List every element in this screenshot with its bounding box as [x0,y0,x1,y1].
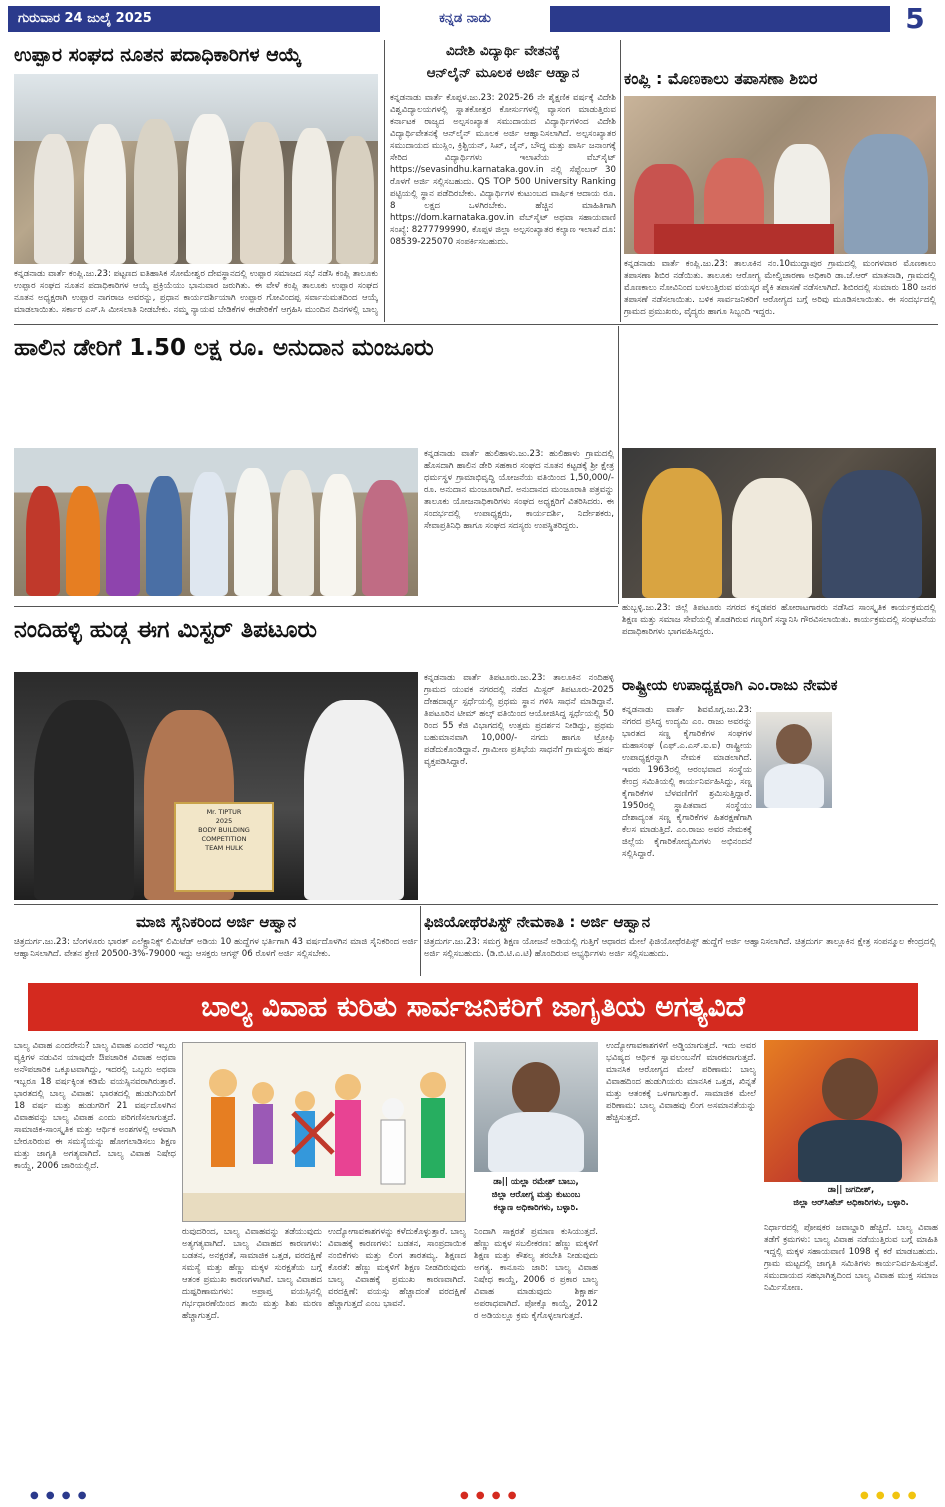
trophy-team: TEAM HULK [205,844,243,852]
photo-person [234,468,272,596]
column-divider [420,906,421,976]
story1-body: ಕನ್ನಡನಾಡು ವಾರ್ತೆ ಕಂಪ್ಲಿ.ಜು.23: ಪಟ್ಟಣದ ಐತಿಹಾಸಿಕ ಸೋಮೇಶ್ವರ ದೇವಸ್ಥಾನದಲ್ಲಿ ಉಪ್ಪಾರ ಸಮಾಜದ ಸಭೆ ನಡೆಸಿ ಕಂಪ್ಲಿ ತಾಲೂಕು ಉಪ್ಪಾರ ಸಂಘದ ನೂತನ ಪದಾಧಿಕಾರಿಗಳ ಆಯ್ಕೆ ಪ್ರಕ್ರಿಯೆಯು ಭಾನುವಾರ ಜರುಗಿತು. ಈ ವೇಳೆ ಕಂಪ್ಲಿ ತಾಲೂಕು ಉಪ್ಪಾರ ಸಂಘದ ನೂತನ ಅಧ್ಯಕ್ಷರಾಗಿ ಉಪ್ಪಾರ ನಾಗರಾಜ ಅವರನ್ನು, ಪ್ರಧಾನ ಕಾರ್ಯದರ್ಶಿಯಾಗಿ ಉಪ್ಪಾರ ಗೋವಿಂದಪ್ಪ ಸರ್ವಾನುಮತದಿಂದ ಆಯ್ಕೆ ಮಾಡಲಾಯಿತು. ಸರ್ಕಾರ ಎಸ್.ಸಿ ಮೀಸಲಾತಿ ನೀಡಬೇಕು. ನಮ್ಮ ನ್ಯಾಯವ ಬೇಡಿಕೆಗಳ ಈಡೇರಿಕೆಗೆ ಆಗ್ರಹಿಸಿ ಮುಂದಿನ ದಿನಗಳಲ್ಲಿ ಬಾಲ್ಯ [14,269,378,315]
masthead-right-bar [550,6,890,32]
story7-portrait [756,712,832,808]
officer1-title-line2: ಕಲ್ಯಾಣ ಅಧಿಕಾರಿಗಳು, ಬಳ್ಳಾರಿ. [493,1203,579,1213]
officer2-caption [764,1184,938,1216]
column-divider [384,40,385,322]
photo-table [654,224,834,254]
story9-headline: ಫಿಜಿಯೋಥೆರಪಿಸ್ಟ್ ನೇಮಕಾತಿ : ಅರ್ಜಿ ಆಹ್ವಾನ [424,913,651,931]
trophy-title: Mr. TIPTUR [206,808,242,816]
photo-person [106,484,140,596]
story3-body: ಕನ್ನಡನಾಡು ವಾರ್ತೆ ಕಂಪ್ಲಿ.ಜು.23: ತಾಲೂಕಿನ ನಂ.10ಮುದ್ದಾಪುರ ಗ್ರಾಮದಲ್ಲಿ ಮಂಗಳವಾರ ಮೊಣಕಾಲು ತಪಾಸಣಾ ಶಿಬಿರ ನಡೆಯಿತು. ತಾಲೂಕು ಆರೋಗ್ಯ ಮೇಲ್ವಿಚಾರಣಾ ಅಧಿಕಾರಿ ಡಾ.ಜೆ.ಆರ್ ಮಾತನಾಡಿ, ಗ್ರಾಮದಲ್ಲಿ ಮೊಣಕಾಲು ನೋವಿನಿಂದ ಬಳಲುತ್ತಿರುವ ವಯಸ್ಕರ ಪೈಕಿ ತಪಾಸಣೆ ನಡೆಸಲಾಗಿದೆ. ಶಿಬಿರದಲ್ಲಿ ಸುಮಾರು 180 ಜನರ ತಪಾಸಣೆ ನಡೆಸಲಾಯಿತು. ಬಳಿಕ ಸಾರ್ವಜನಿಕರಿಗೆ ಆರೋಗ್ಯದ ಬಗ್ಗೆ ಅರಿವು ಮೂಡಿಸಲಾಯಿತು. ಈ ಸಂದರ್ಭದಲ್ಲಿ ಗ್ರಾಮದ ಪ್ರಮುಖರು, ವೈದ್ಯರು ಹಾಗೂ ಸಿಬ್ಬಂದಿ ಇದ್ದರು. [624,259,936,317]
child-marriage-cartoon [182,1042,466,1222]
row-divider [14,606,618,607]
photo-person [844,134,928,254]
portrait-face [776,724,812,764]
photo-person [304,700,404,900]
feature-col-lower5: ನಿರ್ಧಾರದಲ್ಲಿ ಪೋಷಕರ ಜವಾಬ್ದಾರಿ ಹೆಚ್ಚಿದೆ. ಬಾಲ್ಯ ವಿವಾಹ ತಡೆಗೆ ಕ್ರಮಗಳು: ಬಾಲ್ಯ ವಿವಾಹ ನಡೆಯುತ್ತಿರುವ ಬಗ್ಗೆ ಮಾಹಿತಿ ಇದ್ದಲ್ಲಿ ಮಕ್ಕಳ ಸಹಾಯವಾಣಿ 1098 ಕ್ಕೆ ಕರೆ ಮಾಡಬಹುದು. ಗ್ರಾಮ ಮಟ್ಟದಲ್ಲಿ ಜಾಗೃತಿ ಸಮಿತಿಗಳು ಕಾರ್ಯನಿರ್ವಹಿಸುತ್ತವೆ. ಸಮುದಾಯದ ಸಹಭಾಗಿತ್ವದಿಂದ ಬಾಲ್ಯ ವಿವಾಹ ಮುಕ್ತ ಸಮಾಜ ನಿರ್ಮಿಸೋಣ. [764,1223,938,1293]
row-divider [14,324,938,325]
photo-person [26,486,60,596]
photo-person [320,474,356,596]
paper-name: ಕನ್ನಡ ನಾಡು [439,11,491,26]
officer2-name: ಡಾ|| ಜಗದೀಶ್, [827,1185,875,1195]
story6-headline: ನಂದಿಹಳ್ಳಿ ಹುಡ್ಗ ಈಗ ಮಿಸ್ಟರ್ ತಿಪಟೂರು [14,617,317,643]
story5-caption: ಹುಬ್ಬಳ್ಳಿ.ಜು.23: ಜಿಲ್ಲೆ ತಿಪಟೂರು ನಗರದ ಕನ್ನಡಪರ ಹೋರಾಟಗಾರರು ನಡೆಸಿದ ಸಾಂಸ್ಕೃತಿಕ ಕಾರ್ಯಕ್ರಮದಲ್ಲಿ ಶಿಕ್ಷಣ ಮತ್ತು ಸಮಾಜ ಸೇವೆಯಲ್ಲಿ ತೊಡಗಿರುವ ಗಣ್ಯರಿಗೆ ಸನ್ಮಾನಿಸಿ ಗೌರವಿಸಲಾಯಿತು. ಕಾರ್ಯಕ್ರಮದಲ್ಲಿ ಸಂಘಟನೆಯ ಪದಾಧಿಕಾರಿಗಳು ಭಾಗವಹಿಸಿದ್ದರು. [622,603,936,637]
photo-person [146,476,182,596]
feature-col-lower3: ಉದ್ಯೋಗಾವಕಾಶಗಳನ್ನು ಕಳೆದುಕೊಳ್ಳುತ್ತಾರೆ. ಬಾಲ್ಯ ವಿವಾಹಕ್ಕೆ ಕಾರಣಗಳು: ಬಡತನ, ಸಾಂಪ್ರದಾಯಿಕ ನಂಬಿಕೆಗಳು ಮತ್ತು ಲಿಂಗ ತಾರತಮ್ಯ. ಶಿಕ್ಷಣದ ಕೊರತೆ: ಹೆಣ್ಣು ಮಕ್ಕಳಿಗೆ ಶಿಕ್ಷಣ ನೀಡದಿರುವುದು ಬಾಲ್ಯ ವಿವಾಹಕ್ಕೆ ಪ್ರಮುಖ ಕಾರಣವಾಗಿದೆ. ವರದಕ್ಷಿಣೆ: ವಯಸ್ಸು ಹೆಚ್ಚಾದಂತೆ ವರದಕ್ಷಿಣೆ ಹೆಚ್ಚಾಗುತ್ತದೆ ಎಂಬ ಭಾವನೆ. [328,1227,466,1309]
photo-person [292,128,332,264]
registration-marks-center: ● ● ● ● [460,1490,519,1501]
column-divider [618,326,619,604]
photo-person [34,134,74,264]
feature-col4: ಉದ್ಯೋಗಾವಕಾಶಗಳಿಗೆ ಅಡ್ಡಿಯಾಗುತ್ತದೆ. ಇದು ಅವರ ಭವಿಷ್ಯದ ಆರ್ಥಿಕ ಸ್ವಾವಲಂಬನೆಗೆ ಮಾರಕವಾಗುತ್ತದೆ. ಮಾನಸಿಕ ಆರೋಗ್ಯದ ಮೇಲೆ ಪರಿಣಾಮ: ಬಾಲ್ಯ ವಿವಾಹದಿಂದ ಹುಡುಗಿಯರು ಮಾನಸಿಕ ಒತ್ತಡ, ಖಿನ್ನತೆ ಮತ್ತು ಆತಂಕಕ್ಕೆ ಒಳಗಾಗುತ್ತಾರೆ. ಸಾಮಾಜಿಕ ಮೇಲೆ ಪರಿಣಾಮ: ಬಾಲ್ಯ ವಿವಾಹವು ಲಿಂಗ ಅಸಮಾನತೆಯನ್ನು ಹೆಚ್ಚಿಸುತ್ತದೆ. [606,1041,756,1123]
portrait-shirt [488,1112,584,1172]
registration-marks-right: ● ● ● ● [860,1490,919,1501]
story8-body: ಚಿತ್ರದುರ್ಗ.ಜು.23: ಬೆಂಗಳೂರು ಭಾರತ್ ಎಲೆಕ್ಟ್ರಾನಿಕ್ಸ್ ಲಿಮಿಟೆಡ್ ಅಡಿಯ 10 ಹುದ್ದೆಗಳ ಭರ್ತಿಗಾಗಿ 43 ವರ್ಷದೊಳಗಿನ ಮಾಜಿ ಸೈನಿಕರಿಂದ ಅರ್ಜಿ ಆಹ್ವಾನಿಸಲಾಗಿದೆ. ವೇತನ ಶ್ರೇಣಿ 20500-3%-79000 ಇದ್ದು ಆಸಕ್ತರು ಆಗಸ್ಟ್ 06 ರೊಳಗೆ ಅರ್ಜಿ ಸಲ್ಲಿಸಬೇಕು. [14,937,418,959]
photo-person [642,468,722,598]
officer1-portrait [474,1042,598,1172]
story3-headline: ಕಂಪ್ಲಿ : ಮೊಣಕಾಲು ತಪಾಸಣಾ ಶಿಬಿರ [624,69,818,88]
story2-headline-line1: ವಿದೇಶಿ ವಿದ್ಯಾರ್ಥಿ ವೇತನಕ್ಕೆ [445,43,561,59]
portrait-face [512,1062,560,1116]
photo-person [278,470,314,596]
feature-col-lower4b [606,1226,756,1484]
story2-headline-line2: ಆನ್‌ಲೈನ್ ಮೂಲಕ ಅರ್ಜಿ ಆಹ್ವಾನ [426,65,580,81]
feature-col-lower2: ರುವುದರಿಂದ, ಬಾಲ್ಯ ವಿವಾಹವನ್ನು ತಡೆಯುವುದು ಅತ್ಯಗತ್ಯವಾಗಿದೆ. ಬಾಲ್ಯ ವಿವಾಹದ ಕಾರಣಗಳು: ಬಡತನ, ಅನಕ್ಷರತೆ, ಸಾಮಾಜಿಕ ಒತ್ತಡ, ವರದಕ್ಷಿಣೆ ಸಮಸ್ಯೆ ಮತ್ತು ಹೆಣ್ಣು ಮಕ್ಕಳ ಸುರಕ್ಷತೆಯ ಬಗ್ಗೆ ಆತಂಕ ಪ್ರಮುಖ ಕಾರಣಗಳಾಗಿವೆ. ಬಾಲ್ಯ ವಿವಾಹದ ದುಷ್ಪರಿಣಾಮಗಳು: ಅಪ್ರಾಪ್ತ ವಯಸ್ಸಿನಲ್ಲಿ ಗರ್ಭಧಾರಣೆಯಿಂದ ತಾಯಿ ಮತ್ತು ಶಿಶು ಮರಣ ಹೆಚ್ಚಾಗುತ್ತದೆ. [182,1227,322,1321]
trophy-plaque [174,802,274,892]
photo-person [34,700,134,900]
photo-person [66,486,100,596]
portrait-shirt [764,764,824,808]
photo-person [84,124,126,264]
story1-photo [14,74,378,264]
cartoon-illustration [183,1043,466,1222]
story4-body: ಕನ್ನಡನಾಡು ವಾರ್ತೆ ಹುಲಿಹಾಳು.ಜು.23: ಹುಲಿಹಾಳು ಗ್ರಾಮದಲ್ಲಿ ಹೊಸದಾಗಿ ಹಾಲಿನ ಡೇರಿ ಸಹಕಾರ ಸಂಘದ ನೂತನ ಕಟ್ಟಡಕ್ಕೆ ಶ್ರೀ ಕ್ಷೇತ್ರ ಧರ್ಮಸ್ಥಳ ಗ್ರಾಮಾಭಿವೃದ್ಧಿ ಯೋಜನೆಯ ವತಿಯಿಂದ 1,50,000/- ರೂ. ಅನುದಾನ ಮಂಜೂರಾಗಿದೆ. ಅನುದಾನದ ಮಂಜೂರಾತಿ ಪತ್ರವನ್ನು ತಾಲೂಕು ಯೋಜನಾಧಿಕಾರಿಗಳು ಸಂಘದ ಅಧ್ಯಕ್ಷರಿಗೆ ವಿತರಿಸಿದರು. ಈ ಸಂದರ್ಭದಲ್ಲಿ ಉಪಾಧ್ಯಕ್ಷರು, ಕಾರ್ಯದರ್ಶಿ, ನಿರ್ದೇಶಕರು, ಸೇವಾಪ್ರತಿನಿಧಿ ಹಾಗೂ ಸಂಘದ ಸದಸ್ಯರು ಉಪಸ್ಥಿತರಿದ್ದರು. [424,449,614,531]
story4-headline: ಹಾಲಿನ ಡೇರಿಗೆ 1.50 ಲಕ್ಷ ರೂ. ಅನುದಾನ ಮಂಜೂರು [14,335,434,361]
feature-banner: ಬಾಲ್ಯ ವಿವಾಹ ಕುರಿತು ಸಾರ್ವಜನಿಕರಿಗೆ ಜಾಗೃತಿಯ ಅಗತ್ಯವಿದೆ [28,983,918,1031]
masthead [0,0,945,38]
story7-body-cont [838,704,936,900]
officer2-portrait [764,1040,938,1182]
story4-photo [14,448,418,596]
photo-person [362,480,408,596]
story6-body: ಕನ್ನಡನಾಡು ವಾರ್ತೆ ತಿಪಟೂರು.ಜು.23: ತಾಲೂಕಿನ ನಂದಿಹಳ್ಳಿ ಗ್ರಾಮದ ಯುವಕ ನಗರದಲ್ಲಿ ನಡೆದ ಮಿಸ್ಟರ್ ತಿಪಟೂರು-2025 ದೇಹದಾರ್ಢ್ಯ ಸ್ಪರ್ಧೆಯಲ್ಲಿ ಪ್ರಥಮ ಸ್ಥಾನ ಗಳಿಸಿ ಸಾಧನೆ ಮಾಡಿದ್ದಾನೆ. ತಿಪಟೂರಿನ ಟೀಮ್ ಹಲ್ಕ್ ವತಿಯಿಂದ ಆಯೋಜಿಸಿದ್ದ ಸ್ಪರ್ಧೆಯಲ್ಲಿ 50 ರಿಂದ 55 ಕೆಜಿ ವಿಭಾಗದಲ್ಲಿ ಉತ್ತಮ ಪ್ರದರ್ಶನ ನೀಡಿದ್ದು, ಪ್ರಥಮ ಬಹುಮಾನವಾಗಿ 10,000/- ನಗದು ಹಾಗೂ ಟ್ರೋಫಿ ಪಡೆದುಕೊಂಡಿದ್ದಾನೆ. ಗ್ರಾಮೀಣ ಪ್ರತಿಭೆಯ ಸಾಧನೆಗೆ ಗ್ರಾಮಸ್ಥರು ಹರ್ಷ ವ್ಯಕ್ತಪಡಿಸಿದ್ದಾರೆ. [424,673,614,767]
page-number: 5 [905,2,925,35]
photo-person [336,136,374,264]
story1-body-col [14,268,190,324]
feature-col1: ಬಾಲ್ಯ ವಿವಾಹ ಎಂದರೇನು? ಬಾಲ್ಯ ವಿವಾಹ ಎಂದರೆ ಇಬ್ಬರು ವ್ಯಕ್ತಿಗಳ ನಡುವಿನ ಯಾವುದೇ ಔಪಚಾರಿಕ ವಿವಾಹ ಅಥವಾ ಅನೌಪಚಾರಿಕ ಒಕ್ಕೂಟವಾಗಿದ್ದು, ಇದರಲ್ಲಿ ಒಬ್ಬರು ಅಥವಾ ಇಬ್ಬರೂ 18 ವರ್ಷಕ್ಕಿಂತ ಕಡಿಮೆ ವಯಸ್ಸಿನವರಾಗಿರುತ್ತಾರೆ. ಭಾರತದಲ್ಲಿ ಬಾಲ್ಯ ವಿವಾಹ: ಭಾರತದಲ್ಲಿ ಹುಡುಗಿಯರಿಗೆ 18 ವರ್ಷ ಮತ್ತು ಹುಡುಗರಿಗೆ 21 ವರ್ಷದೊಳಗಿನ ವಿವಾಹವನ್ನು ಬಾಲ್ಯ ವಿವಾಹ ಎಂದು ಪರಿಗಣಿಸಲಾಗುತ್ತದೆ. ಸಾಮಾಜಿಕ-ಸಾಂಸ್ಕೃತಿಕ ಮತ್ತು ಆರ್ಥಿಕ ಅಂಶಗಳಲ್ಲಿ ಆಳವಾಗಿ ಬೇರೂರಿರುವ ಈ ಸಮಸ್ಯೆಯನ್ನು ಹೋಗಲಾಡಿಸಲು ಶಿಕ್ಷಣ ಮತ್ತು ಜಾಗೃತಿ ಅಗತ್ಯವಾಗಿದೆ. ಬಾಲ್ಯ ವಿವಾಹ ನಿಷೇಧ ಕಾಯ್ದೆ, 2006 ಜಾರಿಯಲ್ಲಿದೆ. [14,1041,176,1171]
feature-col-lower4: ನಿಂದಾಗಿ ಸಾಕ್ಷರತೆ ಪ್ರಮಾಣ ಕುಸಿಯುತ್ತದೆ. ಹೆಣ್ಣು ಮಕ್ಕಳ ಸಬಲೀಕರಣ: ಹೆಣ್ಣು ಮಕ್ಕಳಿಗೆ ಶಿಕ್ಷಣ ಮತ್ತು ಕೌಶಲ್ಯ ತರಬೇತಿ ನೀಡುವುದು ಅಗತ್ಯ. ಕಾನೂನು ಜಾರಿ: ಬಾಲ್ಯ ವಿವಾಹ ನಿಷೇಧ ಕಾಯ್ದೆ, 2006 ರ ಪ್ರಕಾರ ಬಾಲ್ಯ ವಿವಾಹ ಮಾಡುವುದು ಶಿಕ್ಷಾರ್ಹ ಅಪರಾಧವಾಗಿದೆ. ಪೋಕ್ಸೊ ಕಾಯ್ದೆ, 2012 ರ ಅಡಿಯಲ್ಲೂ ಕ್ರಮ ಕೈಗೊಳ್ಳಲಾಗುತ್ತದೆ. [474,1227,598,1321]
photo-person [822,470,922,598]
story2-body: ಕನ್ನಡನಾಡು ವಾರ್ತೆ ಕೊಪ್ಪಳ.ಜು.23: 2025-26 ನೇ ಶೈಕ್ಷಣಿಕ ವರ್ಷಕ್ಕೆ ವಿದೇಶಿ ವಿಶ್ವವಿದ್ಯಾಲಯಗಳಲ್ಲಿ ಸ್ನಾತಕೋತ್ತರ ಕೋರ್ಸುಗಳಲ್ಲಿ ವ್ಯಾಸಂಗ ಮಾಡುತ್ತಿರುವ ಕರ್ನಾಟಕ ರಾಜ್ಯದ ಅಲ್ಪಸಂಖ್ಯಾತ ಸಮುದಾಯದ ವಿದ್ಯಾರ್ಥಿಗಳಿಂದ ವಿದೇಶಿ ವಿದ್ಯಾರ್ಥಿವೇತನಕ್ಕೆ ಆನ್‌ಲೈನ್ ಮೂಲಕ ಅರ್ಜಿ ಆಹ್ವಾನಿಸಲಾಗಿದೆ. ಅಲ್ಪಸಂಖ್ಯಾತರ ಸಮುದಾಯದ ಮುಸ್ಲಿಂ, ಕ್ರಿಶ್ಚಿಯನ್, ಸಿಖ್, ಜೈನ್, ಬೌದ್ಧ ಮತ್ತು ಪಾರ್ಸಿ ಜನಾಂಗಕ್ಕೆ ಸೇರಿದ ವಿದ್ಯಾರ್ಥಿಗಳು ಇಲಾಖೆಯ ವೆಬ್‌ಸೈಟ್ https://sevasindhu.karnataka.gov.in ನಲ್ಲಿ ಸೆಪ್ಟೆಂಬರ್ 30 ರೊಳಗೆ ಅರ್ಜಿ ಸಲ್ಲಿಸಬಹುದು. QS TOP 500 University Ranking ಪಟ್ಟಿಯಲ್ಲಿ ಸ್ಥಾನ ಪಡೆದಿರಬೇಕು. ವಿದ್ಯಾರ್ಥಿಗಳ ಕುಟುಂಬದ ವಾರ್ಷಿಕ ಆದಾಯ ರೂ. 8 ಲಕ್ಷದ ಒಳಗಿರಬೇಕು. ಹೆಚ್ಚಿನ ಮಾಹಿತಿಗಾಗಿ https://dom.karnataka.gov.in ವೆಬ್‌ಸೈಟ್ ಅಥವಾ ಸಹಾಯವಾಣಿ ಸಂಖ್ಯೆ: 8277799990, ಕೊಪ್ಪಳ ಜಿಲ್ಲಾ ಅಲ್ಪಸಂಖ್ಯಾತರ ಕಲ್ಯಾಣ ಇಲಾಖೆ ದೂ: 08539-225070 ಸಂಪರ್ಕಿಸಬಹುದು. [390,93,616,247]
story7-body: ಕನ್ನಡನಾಡು ವಾರ್ತೆ ಶಿವಮೊಗ್ಗ.ಜು.23: ನಗರದ ಪ್ರಸಿದ್ಧ ಉದ್ಯಮಿ ಎಂ. ರಾಜು ಅವರನ್ನು ಭಾರತದ ಸಣ್ಣ ಕೈಗಾರಿಕೆಗಳ ಸಂಘಗಳ ಮಹಾಸಂಘ (ಎಫ್.ಎ.ಎಸ್.ಐ.ಐ) ರಾಷ್ಟ್ರೀಯ ಉಪಾಧ್ಯಕ್ಷರನ್ನಾಗಿ ನೇಮಕ ಮಾಡಲಾಗಿದೆ. ಇವರು 1963ರಲ್ಲಿ ಆರಂಭವಾದ ಸಂಸ್ಥೆಯ ಕೇಂದ್ರ ಸಮಿತಿಯಲ್ಲಿ ಕಾರ್ಯನಿರ್ವಹಿಸಿದ್ದು, ಸಣ್ಣ ಕೈಗಾರಿಕೆಗಳ ಬೆಳವಣಿಗೆಗೆ ಶ್ರಮಿಸುತ್ತಿದ್ದಾರೆ. 1950ರಲ್ಲಿ ಸ್ಥಾಪಿತವಾದ ಸಂಸ್ಥೆಯು ದೇಶಾದ್ಯಂತ ಸಣ್ಣ ಕೈಗಾರಿಕೆಗಳ ಹಿತರಕ್ಷಣೆಗಾಗಿ ಕೆಲಸ ಮಾಡುತ್ತಿದೆ. ಎಂ.ರಾಜು ಅವರ ನೇಮಕಕ್ಕೆ ಜಿಲ್ಲೆಯ ಕೈಗಾರಿಕೋದ್ಯಮಿಗಳು ಅಭಿನಂದನೆ ಸಲ್ಲಿಸಿದ್ದಾರೆ. [622,705,752,859]
portrait-shirt [798,1120,902,1182]
issue-date: ಗುರುವಾರ 24 ಜುಲೈ 2025 [18,11,152,26]
story3-photo [624,96,936,254]
trophy-event: BODY BUILDING COMPETITION [198,826,250,843]
officer1-title-line1: ಜಿಲ್ಲಾ ಆರೋಗ್ಯ ಮತ್ತು ಕುಟುಂಬ [491,1190,581,1200]
story5-photo [622,448,936,598]
officer1-caption [472,1176,600,1218]
story9-body: ಚಿತ್ರದುರ್ಗ.ಜು.23: ಸಮಗ್ರ ಶಿಕ್ಷಣ ಯೋಜನೆ ಅಡಿಯಲ್ಲಿ ಗುತ್ತಿಗೆ ಆಧಾರದ ಮೇಲೆ ಫಿಜಿಯೋಥೆರಪಿಸ್ಟ್ ಹುದ್ದೆಗೆ ಅರ್ಜಿ ಆಹ್ವಾನಿಸಲಾಗಿದೆ. ಚಿತ್ರದುರ್ಗ ತಾಲ್ಲೂಕಿನ ಕ್ಷೇತ್ರ ಸಂಪನ್ಮೂಲ ಕೇಂದ್ರದಲ್ಲಿ ಅರ್ಜಿ ಸಲ್ಲಿಸಬಹುದು. (ಡಿ.ಬಿ.ಟಿ.ಎ.ಟಿ) ಹೊಂದಿರುವ ಅಭ್ಯರ್ಥಿಗಳು ಅರ್ಜಿ ಸಲ್ಲಿಸಬಹುದು. [424,937,936,959]
photo-person [186,114,232,264]
officer1-name: ಡಾ|| ಯಲ್ಲಾ ರಮೇಶ್ ಬಾಬು, [493,1177,579,1187]
story1-headline: ಉಪ್ಪಾರ ಸಂಘದ ನೂತನ ಪದಾಧಿಕಾರಿಗಳ ಆಯ್ಕೆ [14,44,302,66]
registration-marks-left: ● ● ● ● [30,1490,89,1501]
story8-headline: ಮಾಜಿ ಸೈನಿಕರಿಂದ ಅರ್ಜಿ ಆಹ್ವಾನ [135,913,297,931]
row-divider [14,904,938,905]
story7-headline: ರಾಷ್ಟ್ರೀಯ ಉಪಾಧ್ಯಕ್ಷರಾಗಿ ಎಂ.ರಾಜು ನೇಮಕ [622,676,838,694]
officer2-title: ಜಿಲ್ಲಾ ಆರ್‌ಸಿಹೆಚ್ ಅಧಿಕಾರಿಗಳು, ಬಳ್ಳಾರಿ. [793,1198,909,1208]
portrait-face [822,1058,878,1120]
photo-person [240,122,284,264]
column-divider [620,40,621,322]
story6-photo [14,672,418,900]
photo-person [190,472,228,596]
trophy-year: 2025 [215,817,233,825]
photo-person [134,119,178,264]
photo-person [732,478,812,598]
